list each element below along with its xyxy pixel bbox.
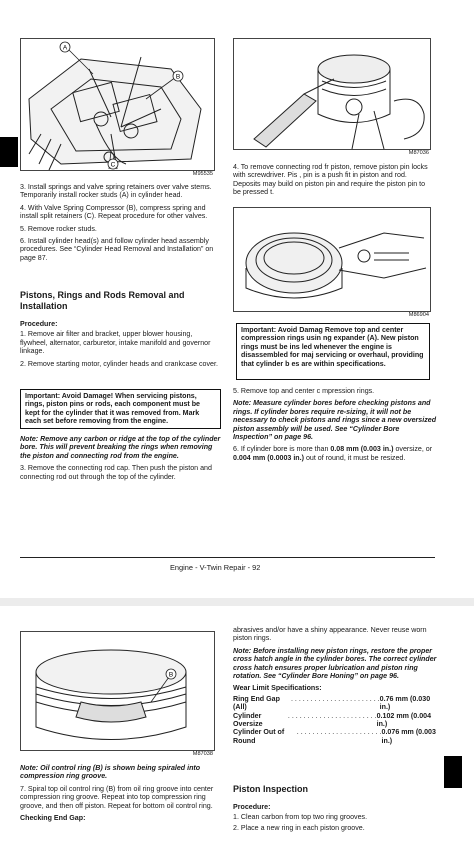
p2-left-column [20, 764, 220, 826]
spec-label: Ring End Gap (All) [233, 694, 280, 712]
spec-label: Cylinder Oversize [233, 711, 263, 729]
page-edge-tab [0, 137, 18, 167]
oil-ring-illustration [21, 632, 214, 750]
step-6: 6. Install cylinder head(s) and follow cylinder head assembly procedures. See “Cylinder Head Removal and Installation” on page 87. [20, 237, 214, 262]
p2-right-column [233, 626, 438, 745]
callout-a: A [62, 44, 68, 52]
proc-step-2: 2. Remove starting motor, cylinder heads and crankcase cover. [20, 359, 218, 368]
step6-value-1: 0.08 mm (0.003 in.) [330, 445, 394, 454]
spec-row-cylinder-out-of-round [233, 728, 438, 745]
right-column-bottom [233, 387, 438, 466]
callout-b: B [175, 73, 181, 81]
spec-row-cylinder-oversize [233, 712, 438, 729]
important-box-left: Important: Avoid Damage! When servicing pistons, rings, piston pins or rods, each component must be kept for the cylinder that it was removed from. Mark each set before removing from the engine. [20, 389, 221, 429]
footer-rule [20, 557, 435, 558]
p2-procedure-label: Procedure: [233, 803, 271, 811]
step-4: 4. With Valve Spring Compressor (B), compress spring and install split retainers (C). Repeat procedure for other valves. [20, 203, 208, 221]
spec-dots: . . . . . . . . . . . . . . . . . . . . . . . [290, 694, 380, 703]
note-carbon: Note: Remove any carbon or ridge at the top of the cylinder bore. This will prevent breaking the rings when removing the piston and connecting rod from the engine. [20, 435, 221, 460]
spec-dots: . . . . . . . . . . . . . . . . . . . . . . . [287, 711, 377, 720]
piston-pin-figure [233, 38, 431, 150]
page-footer: Engine - V-Twin Repair - 92 [170, 563, 261, 572]
piston-inspection-heading: Piston Inspection [233, 784, 309, 794]
pi-step-2: 2. Place a new ring in each piston groove. [233, 823, 365, 832]
left-column-bottom [20, 435, 221, 485]
manual-page-93 [0, 606, 474, 843]
cylinder-head-illustration [21, 39, 214, 170]
spec-dots: . . . . . . . . . . . . . . . . . . . . . . [296, 728, 382, 737]
p2-step-7: 7. Spiral top oil control ring (B) from oil ring groove into center compression ring groove. Repeat into top compression ring groove, and then off piston. Repeat for bottom oil control ring. [20, 784, 214, 810]
wear-limit-heading: Wear Limit Specifications: [233, 684, 322, 693]
spec-value: 0.076 mm (0.003 in.) [381, 728, 436, 745]
page-edge-tab-right [444, 756, 462, 788]
figure-id-right-top: M87036 [408, 150, 429, 156]
cylinder-head-figure [20, 38, 215, 171]
note-new-rings: Note: Before installing new piston rings, restore the proper cross hatch angle in the cylinder bores. The correct cylinder cross hatch ensures proper lubrication and piston ring rotation. See “Cylinder Bore Honing” on page 96. [233, 646, 437, 681]
p2-intro: abrasives and/or have a shiny appearance. Never reuse worn piston rings. [233, 626, 427, 643]
spec-value: 0.102 mm (0.004 in.) [376, 711, 432, 729]
spec-label: Cylinder Out of Round [233, 728, 285, 745]
proc-step-1: 1. Remove air filter and bracket, upper blower housing, flywheel, alternator, carburetor, intake manifold and governor linkage. [20, 330, 211, 356]
wear-limit-specs [233, 695, 438, 745]
spec-row-ring-end-gap [233, 695, 438, 712]
note-oil-ring: Note: Oil control ring (B) is shown being spiraled into compression ring groove. [20, 764, 201, 781]
pi-step-1: 1. Clean carbon from top two ring grooves. [233, 813, 368, 822]
callout-c: C [110, 161, 116, 169]
procedure-label: Procedure: [20, 320, 58, 328]
step6-value-2: 0.004 mm (0.0003 in.) [233, 453, 304, 462]
figure-id-right-mid: M86904 [408, 312, 429, 318]
right-step-5: 5. Remove top and center c mpression rings. [233, 387, 375, 395]
figure-id-p2: M87038 [192, 751, 213, 757]
step-3: 3. Install springs and valve spring retainers over valve stems. Temporarily install rocker studs (A) in cylinder head. [20, 183, 212, 200]
proc-step-3: 3. Remove the connecting rod cap. Then push the piston and connecting rod out through the top of the cylinder. [20, 464, 212, 481]
step6-text-c: out of round, it must be resized. [303, 453, 406, 462]
important-box-right: Important: Avoid Damag Remove top and center compression rings usin ng expander (A). New piston rings must be ins led whenever the engine is disassembled for maj servicing or overhaul, providing that cylinder b es are within specifications. [236, 323, 430, 380]
piston-pin-illustration [234, 39, 430, 149]
step-5: 5. Remove rocker studs. [20, 224, 97, 233]
step6-text-a: 6. If cylinder bore is more than [233, 445, 331, 454]
left-column-top [20, 183, 220, 266]
oil-ring-figure [20, 631, 215, 751]
spec-value: 0.76 mm (0.030 in.) [379, 694, 431, 712]
section-title-pistons: Pistons, Rings and Rods Removal and Installation [20, 290, 185, 311]
piston-inspection-procedure [233, 803, 438, 836]
figure-id-left: M95535 [192, 171, 213, 177]
ring-expander-illustration [234, 208, 430, 311]
right-step-4: 4. To remove connecting rod fr piston, remove piston pin locks with screwdriver. Pis , pin is a push fit in piston and rod. Deposits may build on piston pin and require the piston pin to be pressed t. [233, 163, 428, 197]
callout-b-p2: B [168, 671, 174, 679]
checking-end-gap-heading: Checking End Gap: [20, 814, 86, 823]
left-column-procedure [20, 320, 220, 372]
right-step-6 [233, 445, 438, 462]
note-bores: Note: Measure cylinder bores before checking pistons and rings. If cylinder bores require re-sizing, it will not be necessary to check pistons and rings since a new oversized piston assembly will be used. See “Cylinder Bore Inspection” on page 96. [233, 399, 437, 442]
step6-text-b: oversize, or [393, 445, 433, 454]
ring-expander-figure [233, 207, 431, 312]
